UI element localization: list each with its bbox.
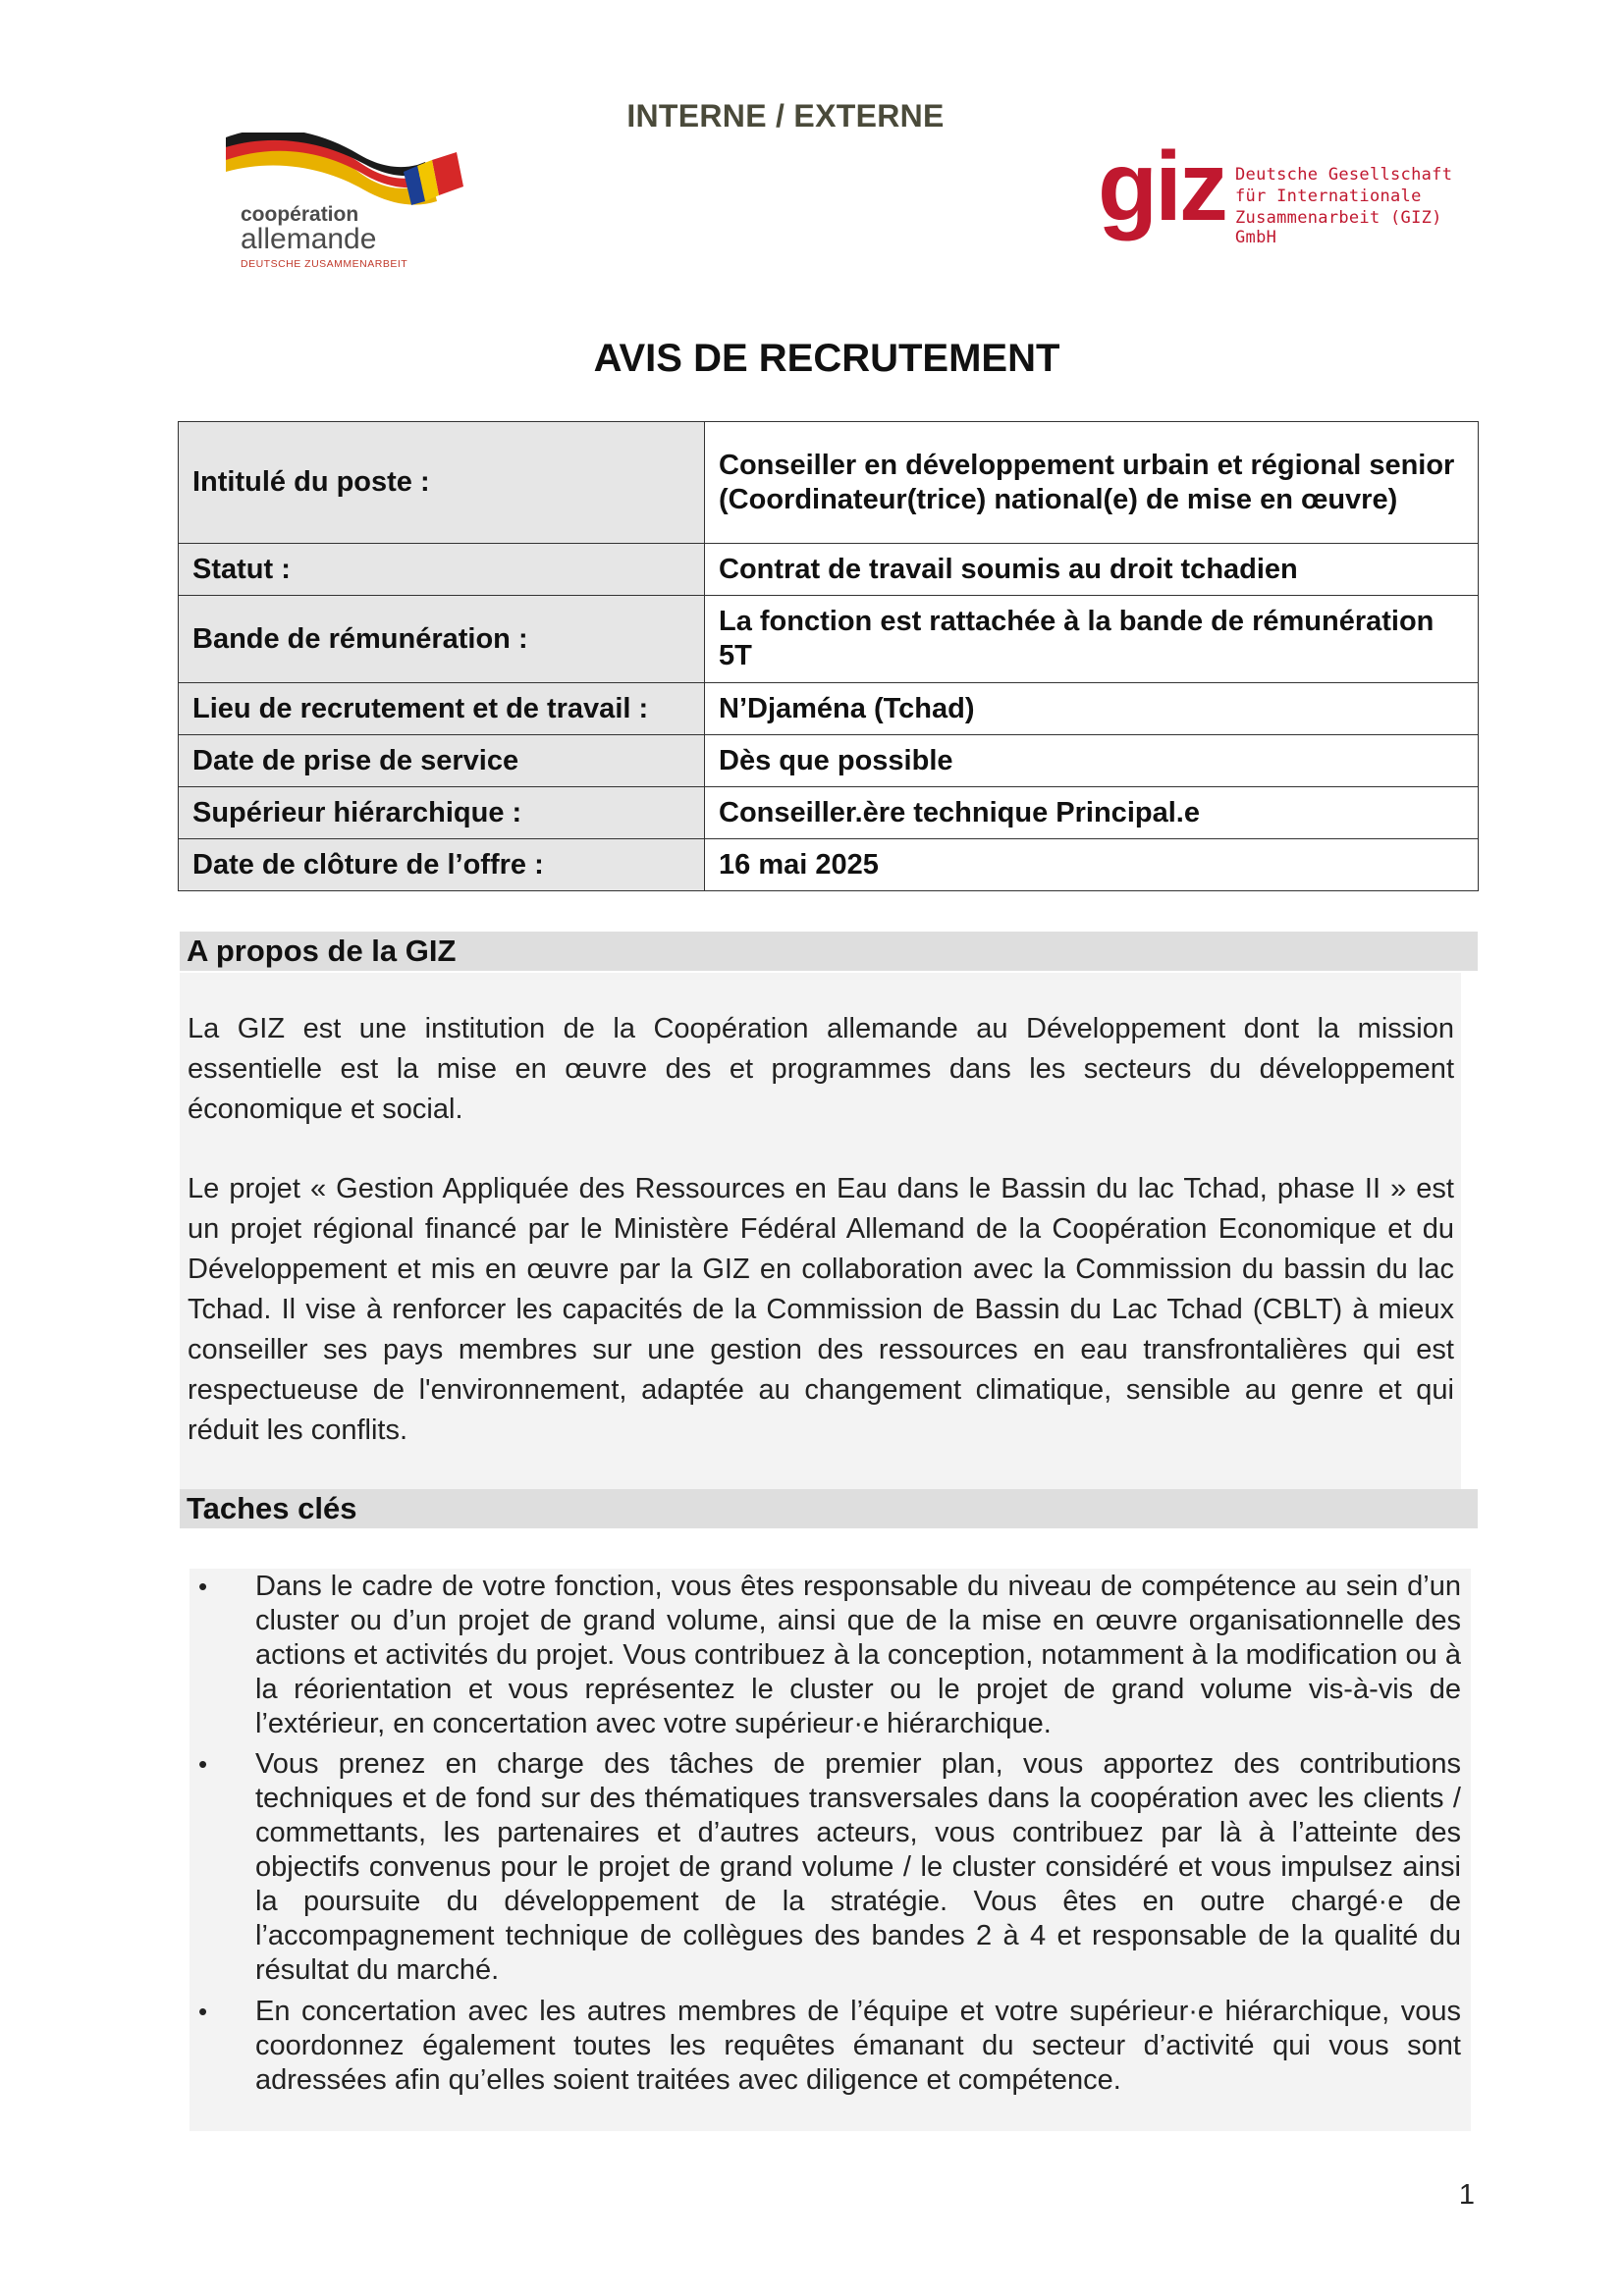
section-heading-about: A propos de la GIZ: [180, 932, 1478, 971]
bullet: •: [198, 1572, 208, 1601]
page-title: AVIS DE RECRUTEMENT: [593, 337, 1060, 380]
row-value: N’Djaména (Tchad): [705, 683, 1479, 735]
table-row: [179, 422, 1479, 544]
row-value: Conseiller en développement urbain et régional senior (Coordinateur(trice) national(e) de mise en œuvre): [705, 422, 1479, 544]
row-label: Supérieur hiérarchique :: [179, 787, 705, 839]
german-flag-swoosh-icon: [221, 133, 466, 211]
about-paragraph-1: La GIZ est une institution de la Coopération allemande au Développement dont la mission essentielle est la mise en œuvre des et programmes dans les secteurs du développement économique et social.: [188, 1013, 1454, 1125]
table-row: [179, 683, 1479, 735]
cooperation-allemande-logo: [221, 133, 466, 275]
row-label: Lieu de recrutement et de travail :: [179, 683, 705, 735]
row-label: Statut :: [179, 544, 705, 596]
table-row: [179, 735, 1479, 787]
section-heading-tasks: Taches clés: [180, 1489, 1478, 1528]
logo-text-allemande: allemande: [241, 223, 377, 255]
giz-logo-line-2: für Internationale: [1235, 187, 1422, 206]
bullet: •: [198, 1997, 208, 2026]
task-item-1: Dans le cadre de votre fonction, vous êtes responsable du niveau de compétence au sein d’un cluster ou d’un projet de grand volume, ainsi que de la mise en œuvre organisationnelle des actions et activités du projet. Vous contribuez à la conception, notamment à la modification ou à la réorientation et vous représentez le cluster ou le projet de grand volume vis-à-vis de l’extérieur, en concertation avec votre supérieur·e hiérarchique.: [255, 1571, 1461, 1739]
task-item-2: Vous prenez en charge des tâches de premier plan, vous apportez des contributions techniques et de fond sur des thématiques transversales dans la coopération avec les clients / commettants, les partenaires et d’autres acteurs, vous contribuez par là à l’atteinte des objectifs convenus pour le projet de grand volume / le cluster considéré et vous impulsez ainsi la poursuite du développement de la stratégie. Vous êtes en outre chargé·e de l’accompagnement technique de collègues des bandes 2 à 4 et responsable de la qualité du résultat du marché.: [255, 1748, 1461, 1986]
row-label: Date de prise de service: [179, 735, 705, 787]
table-row: [179, 544, 1479, 596]
giz-logo-line-3: Zusammenarbeit (GIZ) GmbH: [1235, 208, 1442, 247]
giz-logo-line-1: Deutsche Gesellschaft: [1235, 165, 1453, 185]
row-value: Dès que possible: [705, 735, 1479, 787]
giz-logo-mark: giz: [1098, 132, 1225, 241]
page-number: 1: [1458, 2179, 1475, 2211]
header-label: INTERNE / EXTERNE: [626, 98, 945, 133]
table-row: [179, 787, 1479, 839]
row-value: Contrat de travail soumis au droit tchadien: [705, 544, 1479, 596]
row-value: Conseiller.ère technique Principal.e: [705, 787, 1479, 839]
table-row: [179, 839, 1479, 891]
row-value: La fonction est rattachée à la bande de rémunération 5T: [705, 596, 1479, 683]
job-info-table: [178, 421, 1479, 891]
task-item-3: En concertation avec les autres membres de l’équipe et votre supérieur·e hiérarchique, vous coordonnez également toutes les requêtes émanant du secteur d’activité qui vous sont adressées afin qu’elles soient traitées avec diligence et compétence.: [255, 1996, 1461, 2096]
giz-logo: [1098, 132, 1490, 255]
logo-text-deutsche: DEUTSCHE ZUSAMMENARBEIT: [241, 258, 408, 270]
row-label: Intitulé du poste :: [179, 422, 705, 544]
logo-text-cooperation: coopération: [241, 203, 359, 226]
row-label: Bande de rémunération :: [179, 596, 705, 683]
row-label: Date de clôture de l’offre :: [179, 839, 705, 891]
table-row: [179, 596, 1479, 683]
row-value: 16 mai 2025: [705, 839, 1479, 891]
bullet: •: [198, 1749, 208, 1779]
about-paragraph-2: Le projet « Gestion Appliquée des Ressources en Eau dans le Bassin du lac Tchad, phase II » est un projet régional financé par le Ministère Fédéral Allemand de la Coopération Economique et du Développement et mis en œuvre par la GIZ en collaboration avec la Commission du bassin du lac Tchad. Il vise à renforcer les capacités de la Commission de Bassin du Lac Tchad (CBLT) à mieux conseiller ses pays membres sur une gestion des ressources en eau transfrontalières qui est respectueuse de l'environnement, adaptée au changement climatique, sensible au genre et qui réduit les conflits.: [188, 1173, 1454, 1446]
